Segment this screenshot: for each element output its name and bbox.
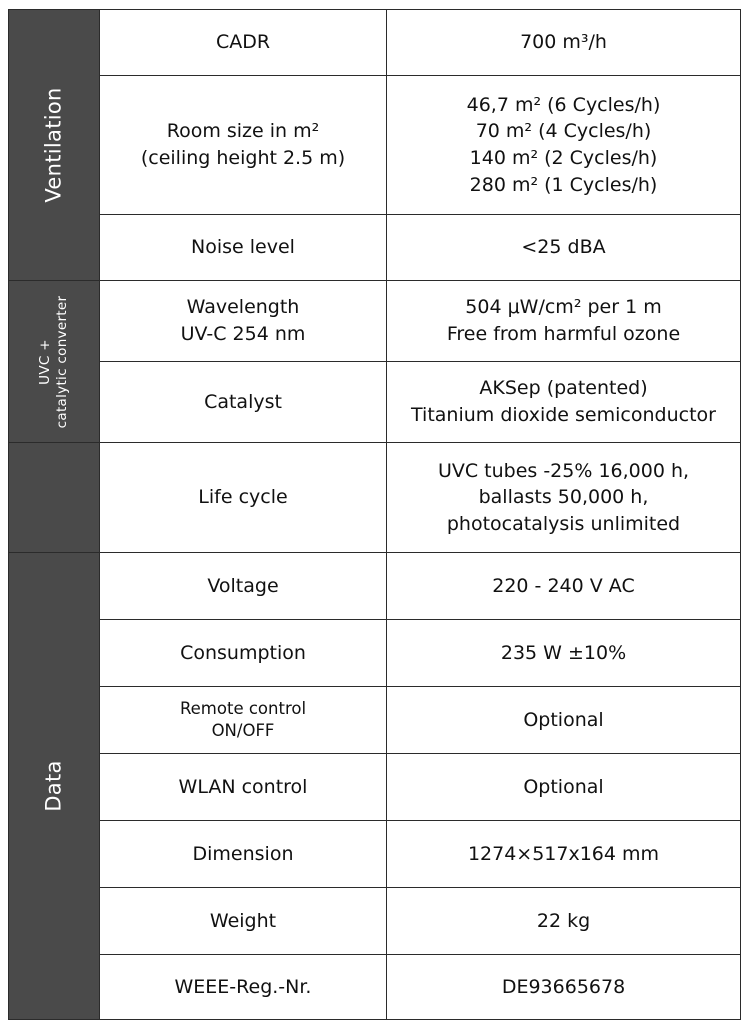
value-line: 235 W ±10% — [500, 641, 627, 664]
value-line: 22 kg — [536, 909, 591, 932]
label-line: Dimension — [192, 842, 294, 865]
value-line: ballasts 50,000 h, — [478, 486, 649, 509]
value-line: photocatalysis unlimited — [446, 512, 681, 535]
label-catalyst — [100, 362, 387, 443]
value-wlan-control — [387, 754, 741, 821]
label-line: Weight — [209, 909, 277, 932]
group-header-blank — [9, 443, 100, 553]
value-weight — [387, 888, 741, 955]
spec-row-noise-level — [9, 215, 741, 281]
spec-row-dimension — [9, 821, 741, 888]
spec-row-wlan-control — [9, 754, 741, 821]
label-line: (ceiling height 2.5 m) — [140, 147, 346, 169]
value-line: 700 m³/h — [520, 31, 607, 54]
label-dimension — [100, 821, 387, 888]
value-room-size — [387, 76, 741, 215]
label-cadr — [100, 10, 387, 76]
label-line: Catalyst — [204, 390, 282, 413]
value-wavelength — [387, 281, 741, 362]
group-header-data — [9, 553, 100, 1020]
value-line: 220 - 240 V AC — [492, 574, 635, 597]
label-line: Remote control — [179, 698, 307, 718]
value-line: Titanium dioxide semiconductor — [411, 404, 716, 426]
spec-row-voltage — [9, 553, 741, 620]
value-consumption — [387, 620, 741, 687]
value-life-cycle — [387, 443, 741, 553]
label-line: Room size in m² — [166, 120, 320, 143]
value-remote-control — [387, 687, 741, 754]
label-wavelength — [100, 281, 387, 362]
value-noise-level — [387, 215, 741, 281]
value-weee-reg — [387, 955, 741, 1020]
value-line: <25 dBA — [521, 236, 606, 259]
spec-row-remote-control — [9, 687, 741, 754]
group-label-line: catalytic converter — [54, 295, 70, 428]
spec-row-cadr — [9, 10, 741, 76]
label-line: Consumption — [180, 641, 306, 664]
label-line: Life cycle — [198, 486, 288, 509]
label-line: Noise level — [191, 236, 295, 259]
spec-sheet — [8, 9, 740, 1019]
label-line: WEEE-Reg.-Nr. — [174, 975, 312, 998]
group-label-ventilation: Ventilation — [41, 87, 66, 203]
label-line: UV-C 254 nm — [180, 323, 306, 345]
value-cadr — [387, 10, 741, 76]
value-line: Free from harmful ozone — [446, 323, 681, 345]
group-label-line: UVC + — [37, 338, 54, 385]
value-line: Optional — [523, 775, 604, 798]
label-noise-level — [100, 215, 387, 281]
label-consumption — [100, 620, 387, 687]
label-line: Voltage — [207, 574, 279, 597]
value-line: 70 m² (4 Cycles/h) — [475, 120, 652, 143]
value-line: Optional — [523, 708, 604, 731]
group-header-uvc-catalytic — [9, 281, 100, 443]
label-line: Wavelength — [186, 296, 300, 319]
value-line: AKSep (patented) — [479, 377, 648, 400]
label-weight — [100, 888, 387, 955]
spec-table — [8, 9, 741, 1020]
value-line: 280 m² (1 Cycles/h) — [469, 173, 658, 196]
label-voltage — [100, 553, 387, 620]
value-line: UVC tubes -25% 16,000 h, — [437, 459, 690, 482]
spec-row-room-size — [9, 76, 741, 215]
label-line: WLAN control — [178, 775, 308, 798]
group-label-uvc-catalytic — [37, 295, 71, 428]
label-wlan-control — [100, 754, 387, 821]
spec-row-consumption — [9, 620, 741, 687]
value-line: 1274×517x164 mm — [467, 842, 660, 865]
spec-row-weee-reg — [9, 955, 741, 1020]
label-weee-reg — [100, 955, 387, 1020]
value-catalyst — [387, 362, 741, 443]
label-line: CADR — [215, 31, 271, 54]
group-label-data: Data — [41, 760, 66, 812]
label-remote-control — [100, 687, 387, 754]
spec-row-weight — [9, 888, 741, 955]
value-voltage — [387, 553, 741, 620]
value-line: 46,7 m² (6 Cycles/h) — [466, 93, 661, 116]
value-line: DE93665678 — [501, 975, 626, 998]
value-dimension — [387, 821, 741, 888]
label-line: ON/OFF — [211, 721, 275, 740]
spec-row-catalyst — [9, 362, 741, 443]
group-header-ventilation — [9, 10, 100, 281]
label-room-size — [100, 76, 387, 215]
value-line: 140 m² (2 Cycles/h) — [469, 147, 658, 169]
spec-row-wavelength — [9, 281, 741, 362]
spec-row-life-cycle — [9, 443, 741, 553]
value-line: 504 μW/cm² per 1 m — [465, 296, 662, 319]
label-life-cycle — [100, 443, 387, 553]
